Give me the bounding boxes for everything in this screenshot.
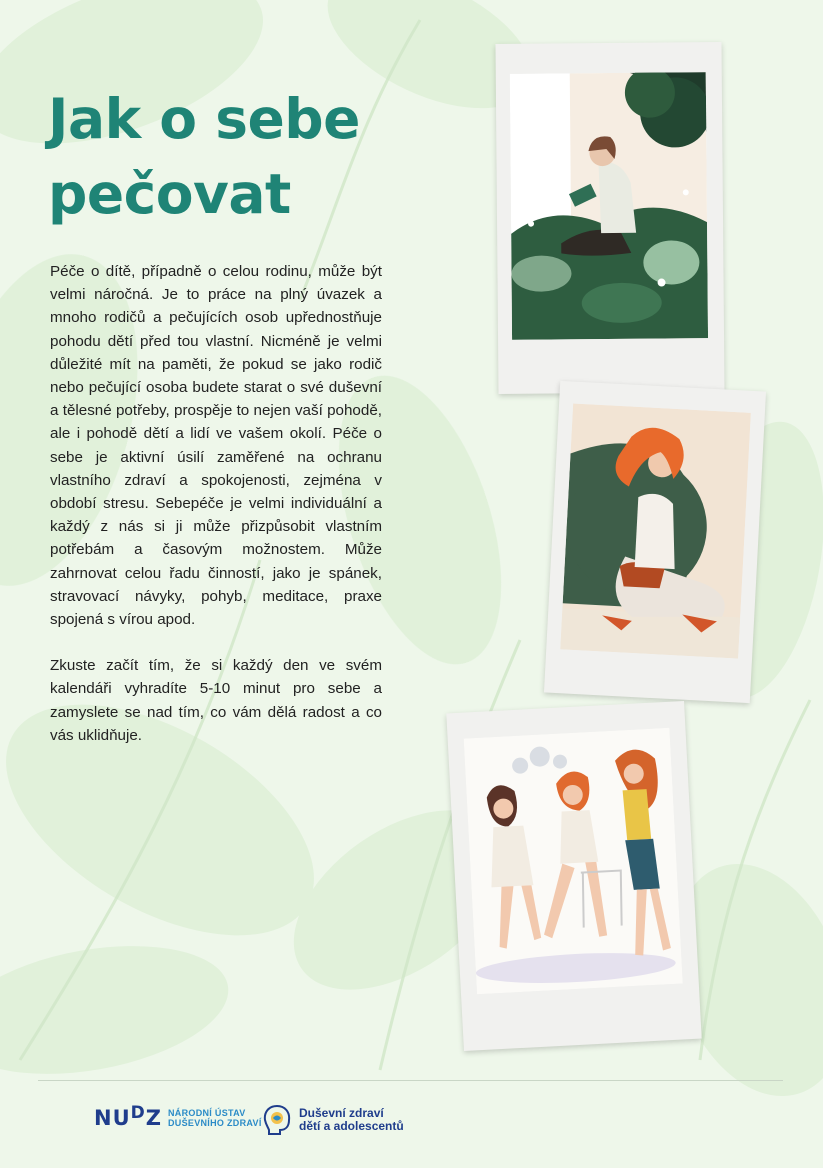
illustration-meditating-woman [560, 404, 751, 659]
body-text [50, 260, 382, 770]
paragraph-tip: Zkuste začít tím, že si každý den ve svém kalendáři vyhradíte 5-10 minut pro sebe a zamyslete se nad tím, co vám dělá radost a co vás uklidňuje. [50, 657, 382, 744]
photo-meditating-woman [544, 381, 766, 703]
footer-divider [38, 1080, 783, 1081]
nudz-logo-text: NÁRODNÍ ÚSTAV DUŠEVNÍHO ZDRAVÍ [168, 1108, 262, 1128]
title-line-2: pečovat [48, 162, 291, 226]
head-brain-icon [262, 1104, 292, 1136]
nudz-logo-mark: $NU^DZ$ [94, 1103, 162, 1130]
paragraph-intro: Péče o dítě, případně o celou rodinu, může být velmi náročná. Je to práce na plný úvazek a mnoho rodičů a pečujících osob upřednostňuje pohodu dětí před tou vlastní. Nicméně je velmi důležité mít na paměti, že pokud se jako rodič nebo pečující osoba budete starat o své duševní a tělesné potřeby, prospěje to nejen vaší pohodě, ale i pohodě dětí a lidí ve vašem okolí. Péče o sebe je aktivní úsilí zaměřené na ochranu vlastního zdraví a spokojenosti, zejména v období stresu. Sebepéče je velmi individuální a každý z nás si ji může přizpůsobit vlastním potřebám a časovým možnostem. Může zahrnovat celou řadu činností, jako je spánek, stravovací návyky, pohyb, meditace, praxe spojená s vírou apod. [50, 263, 382, 629]
dzda-logo [262, 1104, 404, 1136]
page-title [48, 82, 360, 232]
illustration-three-friends [464, 728, 683, 994]
title-line-1: Jak o sebe [48, 87, 360, 151]
illustration-reading-woman [510, 72, 708, 340]
nudz-logo [94, 1103, 262, 1130]
dzda-logo-text: Duševní zdraví dětí a adolescentů [299, 1106, 404, 1133]
photo-reading-woman [495, 42, 724, 394]
photo-three-friends [446, 701, 701, 1051]
